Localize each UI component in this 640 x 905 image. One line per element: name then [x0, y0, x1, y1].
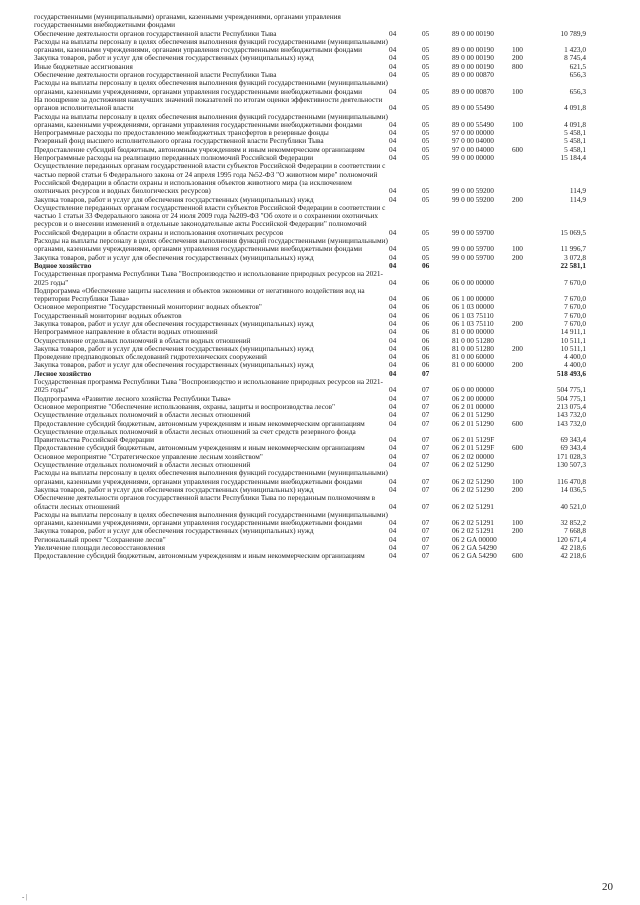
cell-rz: 04: [389, 460, 397, 470]
cell-pr: 07: [422, 368, 430, 378]
cell-pr: 07: [422, 526, 430, 536]
cell-pr: 07: [422, 543, 430, 552]
cell-sum: 15 184,4: [560, 153, 586, 163]
cell-csr: 06 2 02 51291: [452, 518, 494, 528]
cell-pr: 07: [422, 385, 430, 395]
cell-sum: 8 745,4: [564, 53, 586, 63]
cell-pr: 05: [422, 86, 430, 96]
cell-pr: 07: [422, 418, 430, 428]
cell-sum: 7 670,0: [564, 294, 586, 304]
cell-name: Осуществление отдельных полномочий в области лесных отношений за счет средств резервного фонда Правительства Российской Федерации: [34, 426, 356, 445]
table-row: [34, 361, 586, 369]
cell-vr: 200: [512, 360, 523, 370]
cell-vr: [512, 154, 538, 162]
cell-csr: 06 0 00 00000: [452, 277, 494, 287]
cell-name: Непрограммные расходы по предоставлению межбюджетных трансфертов в резервные фонды: [34, 128, 329, 138]
cell-name: Осуществление переданных органам государственной власти субъектов Российской Федерации в соответствии с частью первой статьи 6 Федерального закона от 24 апреля 1995 года №52-ФЗ "О животном мире" полномочий Российской Федерации в области охраны и использования объектов животного мира (за исключением охотничьих ресурсов и водных биологических ресурсов): [34, 161, 386, 196]
cell-vr: [512, 303, 538, 311]
cell-pr: 06: [422, 360, 430, 370]
cell-sum: 40 521,0: [560, 501, 586, 511]
cell-name: Резервный фонд высшего исполнительного органа государственной власти Республики Тыва: [34, 136, 324, 146]
cell-vr: [512, 287, 538, 304]
cell-pr: 05: [422, 28, 430, 38]
cell-vr: [512, 395, 538, 403]
cell-pr: 06: [422, 343, 430, 353]
cell-csr: 99 0 00 59700: [452, 227, 494, 237]
cell-rz: 04: [389, 128, 397, 138]
cell-rz: 04: [389, 327, 397, 337]
cell-sum: 10 511,1: [560, 335, 586, 345]
cell-csr: 06 2 GA 00000: [452, 534, 497, 544]
cell-rz: 04: [389, 451, 397, 461]
cell-pr: 06: [422, 260, 430, 270]
cell-pr: 07: [422, 501, 430, 511]
cell-pr: 06: [422, 352, 430, 362]
cell-sum: 22 581,1: [560, 260, 586, 270]
cell-csr: 81 0 00 60000: [452, 360, 494, 370]
cell-name: Закупка товаров, работ и услуг для обеспечения государственных (муниципальных) нужд: [34, 526, 314, 536]
cell-csr: 06 2 01 51290: [452, 410, 494, 420]
cell-name: Лесное хозяйство: [34, 368, 92, 378]
cell-sum: 504 775,1: [556, 385, 586, 395]
cell-name: Осуществление отдельных полномочий в области лесных отношений: [34, 410, 251, 420]
cell-name: Расходы на выплаты персоналу в целях обеспечения выполнения функций государственными (муниципальными) органами, казенными учреждениями, органами управления государственными внебюджетными фондами: [34, 236, 388, 254]
cell-pr: 07: [422, 476, 430, 486]
page-number: 20: [602, 881, 613, 893]
cell-csr: 06 0 00 00000: [452, 385, 494, 395]
cell-pr: 05: [422, 61, 430, 71]
cell-csr: 81 0 00 51280: [452, 343, 494, 353]
cell-name: На поощрение за достижения наилучших значений показателей по итогам оценки эффективности деятельности органов исполнительной власти: [34, 94, 383, 113]
cell-vr: 100: [512, 244, 523, 254]
cell-csr: 81 0 00 51280: [452, 335, 494, 345]
cell-csr: 89 0 00 00870: [452, 86, 494, 96]
cell-csr: 06 2 02 51291: [452, 501, 494, 511]
cell-csr: 06 2 GA 54290: [452, 551, 497, 561]
cell-name: Государственная программа Республики Тыва "Воспроизводство и использование природных ресурсов на 2021-2025 годы": [34, 269, 383, 287]
cell-csr: 06 2 01 51290: [452, 418, 494, 428]
cell-name: Расходы на выплаты персоналу в целях обеспечения выполнения функций государственными (муниципальными) органами, казенными учреждениями, органами управления государственными внебюджетными фондами: [34, 509, 388, 528]
cell-pr: 05: [422, 194, 430, 204]
cell-sum: 42 218,6: [560, 551, 586, 561]
table-row: [34, 270, 586, 287]
cell-pr: 06: [422, 327, 430, 337]
cell-rz: [389, 13, 422, 30]
cell-vr: [512, 536, 538, 544]
cell-name: Осуществление переданных органам государственной власти субъектов Российской Федерации в соответствии с частью 1 статьи 33 Федерального закона от 24 июля 2009 года №209-ФЗ "Об охоте и о сохранении охотничьих ресурсов и о внесении изменений в отдельные законодательные акты Российской Федерации" полномочий Российской Федерации в области охраны и использования охотничьих ресурсов: [34, 202, 386, 237]
cell-vr: 600: [512, 144, 523, 154]
cell-rz: 04: [389, 385, 397, 395]
cell-rz: 04: [389, 70, 397, 80]
cell-sum: 4 400,0: [564, 360, 586, 370]
cell-name: государственными (муниципальными) органами, казенными учреждениями, органами управления государственными внебюджетными фондами: [34, 12, 341, 30]
cell-name: Предоставление субсидий бюджетным, автономным учреждениям и иным некоммерческим организациям: [34, 144, 365, 154]
cell-sum: 10 789,9: [560, 28, 586, 38]
table-row: [34, 79, 586, 96]
cell-csr: 06 2 02 51290: [452, 476, 494, 486]
cell-pr: 05: [422, 252, 430, 262]
cell-name: Закупка товаров, работ и услуг для обеспечения государственных (муниципальных) нужд: [34, 360, 314, 370]
cell-rz: 04: [389, 61, 397, 71]
cell-csr: [452, 262, 512, 270]
cell-pr: 07: [422, 534, 430, 544]
cell-name: Непрограммное направление в области водных отношений: [34, 327, 218, 337]
cell-rz: 04: [389, 244, 397, 254]
cell-vr: [512, 403, 538, 411]
cell-name: Проведение предпаводковых обследований гидротехнических сооружений: [34, 352, 267, 362]
cell-vr: [512, 129, 538, 137]
cell-sum: 4 091,8: [564, 103, 586, 113]
cell-sum: [538, 13, 586, 30]
cell-csr: 06 1 03 75110: [452, 310, 494, 320]
cell-sum: 5 458,1: [564, 144, 586, 154]
cell-name: Подпрограмма «Обеспечение защиты населения и объектов экономики от негативного воздействия вод на территории Республики Тыва»: [34, 285, 365, 304]
cell-vr: 800: [512, 61, 523, 71]
cell-vr: 200: [512, 526, 523, 536]
cell-vr: 100: [512, 518, 523, 528]
cell-rz: 04: [389, 318, 397, 328]
cell-sum: 7 668,8: [564, 526, 586, 536]
cell-csr: 06 2 02 51290: [452, 460, 494, 470]
cell-vr: [512, 270, 538, 287]
cell-name: Осуществление отдельных полномочий в области лесных отношений: [34, 460, 251, 470]
table-row: [34, 38, 586, 55]
table-row: [34, 96, 586, 113]
cell-vr: [512, 453, 538, 461]
cell-csr: 89 0 00 00190: [452, 61, 494, 71]
cell-name: Расходы на выплаты персоналу в целях обеспечения выполнения функций государственными (муниципальными) органами, казенными учреждениями, органами управления государственными внебюджетными фондами: [34, 78, 388, 96]
cell-pr: 05: [422, 144, 430, 154]
cell-name: Водное хозяйство: [34, 260, 92, 270]
cell-pr: 05: [422, 153, 430, 163]
cell-vr: 200: [512, 343, 523, 353]
cell-rz: 04: [389, 294, 397, 304]
cell-sum: 213 075,4: [556, 401, 586, 411]
cell-csr: 97 0 00 04000: [452, 144, 494, 154]
cell-csr: 99 0 00 59200: [452, 194, 494, 204]
cell-sum: 120 671,4: [556, 534, 586, 544]
cell-vr: 200: [512, 53, 523, 63]
cell-csr: 06 2 01 5129F: [452, 443, 495, 453]
cell-csr: 06 2 GA 54290: [452, 543, 497, 552]
cell-name: Обеспечение деятельности органов государственной власти Республики Тыва: [34, 70, 277, 80]
cell-csr: 06 2 02 51291: [452, 526, 494, 536]
cell-sum: 171 028,3: [556, 451, 586, 461]
table-row: [34, 494, 586, 511]
cell-rz: 04: [389, 343, 397, 353]
cell-sum: 504 775,1: [556, 393, 586, 403]
cell-vr: [512, 262, 538, 270]
cell-sum: 15 069,5: [560, 227, 586, 237]
cell-csr: 81 0 00 60000: [452, 352, 494, 362]
table-row: [34, 254, 586, 262]
cell-csr: 89 0 00 55490: [452, 103, 494, 113]
cell-rz: 04: [389, 443, 397, 453]
cell-rz: 04: [389, 227, 397, 237]
cell-rz: 04: [389, 310, 397, 320]
cell-rz: 04: [389, 136, 397, 146]
cell-pr: 05: [422, 227, 430, 237]
cell-pr: 05: [422, 53, 430, 63]
cell-csr: 99 0 00 59700: [452, 252, 494, 262]
cell-sum: 14 911,1: [560, 327, 586, 337]
cell-sum: 143 732,0: [556, 418, 586, 428]
cell-name: Закупка товаров, работ и услуг для обеспечения государственных (муниципальных) нужд: [34, 318, 314, 328]
cell-rz: 04: [389, 252, 397, 262]
cell-pr: 05: [422, 119, 430, 129]
cell-name: Предоставление субсидий бюджетным, автономным учреждениям и иным некоммерческим организациям: [34, 418, 365, 428]
cell-rz: 04: [389, 86, 397, 96]
cell-sum: 116 470,8: [557, 476, 586, 486]
cell-csr: 89 0 00 00190: [452, 28, 494, 38]
cell-pr: 05: [422, 128, 430, 138]
cell-vr: [512, 204, 538, 237]
cell-sum: 7 670,0: [564, 277, 586, 287]
cell-sum: 7 670,0: [564, 318, 586, 328]
cell-sum: 14 036,5: [560, 484, 586, 494]
cell-vr: [512, 162, 538, 195]
cell-pr: 07: [422, 401, 430, 411]
cell-rz: 04: [389, 302, 397, 312]
cell-vr: [512, 328, 538, 336]
cell-rz: 04: [389, 410, 397, 420]
cell-pr: 06: [422, 318, 430, 328]
cell-sum: 621,5: [569, 61, 586, 71]
cell-name: Основное мероприятие "Государственный мониторинг водных объектов": [34, 302, 262, 312]
table-row: [34, 287, 586, 304]
cell-sum: 4 091,8: [564, 119, 586, 129]
table-row: [34, 162, 586, 195]
cell-vr: [512, 494, 538, 511]
cell-rz: 04: [389, 476, 397, 486]
cell-name: Государственная программа Республики Тыва "Воспроизводство и использование природных ресурсов на 2021-2025 годы": [34, 377, 383, 395]
table-row: [34, 428, 586, 445]
cell-sum: 1 423,0: [564, 45, 586, 55]
cell-rz: 04: [389, 335, 397, 345]
cell-name: Закупка товаров, работ и услуг для обеспечения государственных (муниципальных) нужд: [34, 343, 314, 353]
cell-csr: 06 1 03 75110: [452, 318, 494, 328]
cell-vr: 100: [512, 476, 523, 486]
cell-csr: 06 2 02 00000: [452, 451, 494, 461]
cell-pr: 05: [422, 136, 430, 146]
cell-csr: 99 0 00 59200: [452, 186, 494, 196]
cell-rz: 04: [389, 53, 397, 63]
cell-sum: 130 507,3: [556, 460, 586, 470]
cell-sum: 7 670,0: [564, 310, 586, 320]
cell-name: Региональный проект "Сохранение лесов": [34, 534, 166, 544]
cell-name: Закупка товаров, работ и услуг для обеспечения государственных (муниципальных) нужд: [34, 252, 314, 262]
table-row: [34, 511, 586, 528]
cell-name: Обеспечение деятельности органов государственной власти Республики Тыва по переданным полномочиям в области лесных отношений: [34, 493, 376, 511]
cell-pr: 07: [422, 460, 430, 470]
cell-csr: 97 0 00 04000: [452, 136, 494, 146]
cell-pr: 07: [422, 435, 430, 445]
cell-vr: [512, 370, 538, 378]
table-row: [34, 113, 586, 130]
cell-rz: 04: [389, 543, 397, 552]
cell-pr: 06: [422, 310, 430, 320]
cell-name: Подпрограмма «Развитие лесного хозяйства Республики Тыва»: [34, 393, 231, 403]
cell-rz: 04: [389, 551, 397, 561]
cell-rz: 04: [389, 153, 397, 163]
cell-vr: 100: [512, 86, 523, 96]
cell-rz: 04: [389, 435, 397, 445]
cell-csr: 81 0 00 00000: [452, 327, 494, 337]
cell-vr: [512, 30, 538, 38]
budget-table: [34, 13, 586, 561]
cell-csr: 06 2 01 00000: [452, 401, 494, 411]
cell-rz: 04: [389, 501, 397, 511]
cell-name: Обеспечение деятельности органов государственной власти Республики Тыва: [34, 28, 277, 38]
cell-rz: 04: [389, 103, 397, 113]
cell-vr: [512, 96, 538, 113]
cell-csr: 06 2 02 51290: [452, 484, 494, 494]
cell-pr: 07: [422, 518, 430, 528]
cell-sum: 656,3: [569, 70, 586, 80]
cell-vr: [512, 378, 538, 395]
cell-rz: 04: [389, 260, 397, 270]
cell-vr: 600: [512, 443, 523, 453]
cell-csr: 99 0 00 59700: [452, 244, 494, 254]
cell-rz: 04: [389, 352, 397, 362]
cell-pr: 05: [422, 244, 430, 254]
cell-csr: 89 0 00 00190: [452, 45, 494, 55]
cell-vr: [512, 13, 538, 30]
cell-sum: 143 732,0: [556, 410, 586, 420]
cell-name: Расходы на выплаты персоналу в целях обеспечения выполнения функций государственными (муниципальными) органами, казенными учреждениями, органами управления государственными внебюджетными фондами: [34, 36, 388, 55]
cell-vr: 600: [512, 551, 523, 561]
cell-sum: 69 343,4: [560, 435, 586, 445]
cell-rz: 04: [389, 518, 397, 528]
cell-sum: 32 852,2: [560, 518, 586, 528]
table-row: [34, 552, 586, 560]
cell-pr: 05: [422, 103, 430, 113]
cell-name: Основное мероприятие "Обеспечение использования, охраны, защиты и воспроизводства лесов": [34, 401, 336, 411]
cell-name: Предоставление субсидий бюджетным, автономным учреждениям и иным некоммерческим организациям: [34, 551, 365, 561]
cell-rz: 04: [389, 418, 397, 428]
cell-pr: [422, 13, 452, 30]
cell-sum: 11 996,7: [560, 244, 586, 254]
cell-name: Расходы на выплаты персоналу в целях обеспечения выполнения функций государственными (муниципальными) органами, казенными учреждениями, органами управления государственными внебюджетными фондами: [34, 111, 388, 129]
cell-name: Увеличение площади лесовосстановления: [34, 543, 165, 552]
cell-name: Основное мероприятие "Стратегическое управление лесным хозяйством": [34, 451, 263, 461]
cell-pr: 07: [422, 484, 430, 494]
cell-pr: 07: [422, 410, 430, 420]
cell-rz: 04: [389, 28, 397, 38]
cell-rz: 04: [389, 119, 397, 129]
cell-vr: 200: [512, 484, 523, 494]
table-row: [34, 469, 586, 486]
cell-vr: 100: [512, 45, 523, 55]
cell-rz: 04: [389, 484, 397, 494]
cell-name: Непрограммные расходы на реализацию переданных полномочий Российской Федерации: [34, 153, 314, 163]
cell-rz: 04: [389, 186, 397, 196]
cell-csr: [452, 370, 512, 378]
cell-sum: 3 072,8: [564, 252, 586, 262]
cell-rz: 04: [389, 393, 397, 403]
cell-csr: 99 0 00 00000: [452, 153, 494, 163]
cell-name: Предоставление субсидий бюджетным, автономным учреждениям и иным некоммерческим организациям: [34, 443, 365, 453]
cell-pr: 06: [422, 335, 430, 345]
cell-sum: 114,9: [569, 186, 586, 196]
cell-sum: 5 458,1: [564, 136, 586, 146]
cell-name: Государственный мониторинг водных объектов: [34, 310, 182, 320]
cell-rz: 04: [389, 526, 397, 536]
cell-sum: 5 458,1: [564, 128, 586, 138]
cell-pr: 06: [422, 294, 430, 304]
table-row: [34, 204, 586, 237]
cell-pr: 05: [422, 186, 430, 196]
cell-name: Осуществление отдельных полномочий в области водных отношений: [34, 335, 251, 345]
cell-sum: 7 670,0: [564, 302, 586, 312]
cell-vr: [512, 428, 538, 445]
cell-name: Закупка товаров, работ и услуг для обеспечения государственных (муниципальных) нужд: [34, 194, 314, 204]
cell-csr: 06 1 03 00000: [452, 302, 494, 312]
cell-vr: 200: [512, 252, 523, 262]
cell-name: Закупка товаров, работ и услуг для обеспечения государственных (муниципальных) нужд: [34, 484, 314, 494]
cell-pr: 06: [422, 277, 430, 287]
cell-rz: 04: [389, 194, 397, 204]
cell-rz: 04: [389, 360, 397, 370]
cell-sum: 656,3: [569, 86, 586, 96]
cell-csr: 89 0 00 55490: [452, 119, 494, 129]
cell-rz: 04: [389, 144, 397, 154]
cell-sum: 518 493,6: [556, 368, 586, 378]
table-row: [34, 237, 586, 254]
cell-sum: 4 400,0: [564, 352, 586, 362]
cell-pr: 05: [422, 70, 430, 80]
cell-vr: 200: [512, 194, 523, 204]
cell-csr: 06 2 00 00000: [452, 393, 494, 403]
cell-name: Иные бюджетные ассигнования: [34, 61, 133, 71]
cell-vr: 600: [512, 418, 523, 428]
cell-sum: 114,9: [569, 194, 586, 204]
cell-rz: 04: [389, 368, 397, 378]
cell-csr: 97 0 00 00000: [452, 128, 494, 138]
cell-vr: [512, 71, 538, 79]
cell-pr: 07: [422, 443, 430, 453]
cell-pr: 07: [422, 393, 430, 403]
cell-rz: 04: [389, 277, 397, 287]
cell-csr: 89 0 00 00190: [452, 53, 494, 63]
table-row: [34, 13, 586, 30]
cell-csr: 89 0 00 00870: [452, 70, 494, 80]
cell-name: Расходы на выплаты персоналу в целях обеспечения выполнения функций государственными (муниципальными) органами, казенными учреждениями, органами управления государственными внебюджетными фондами: [34, 468, 388, 486]
cell-vr: 100: [512, 119, 523, 129]
cell-pr: 07: [422, 451, 430, 461]
cell-sum: 42 218,6: [560, 543, 586, 552]
cell-sum: 69 343,4: [560, 443, 586, 453]
cell-csr: [452, 13, 512, 30]
cell-rz: 04: [389, 401, 397, 411]
cell-name: Закупка товаров, работ и услуг для обеспечения государственных (муниципальных) нужд: [34, 53, 314, 63]
table-row: [34, 378, 586, 395]
cell-pr: 06: [422, 302, 430, 312]
cell-rz: 04: [389, 534, 397, 544]
cell-vr: 200: [512, 318, 523, 328]
cell-sum: 10 511,1: [560, 343, 586, 353]
cell-pr: 05: [422, 45, 430, 55]
cell-rz: 04: [389, 45, 397, 55]
cell-csr: 06 1 00 00000: [452, 294, 494, 304]
cell-pr: 07: [422, 551, 430, 561]
scan-edge-mark: - |: [22, 893, 28, 901]
budget-table-body: [34, 13, 586, 561]
cell-vr: [512, 461, 538, 469]
cell-csr: 06 2 01 5129F: [452, 435, 495, 445]
